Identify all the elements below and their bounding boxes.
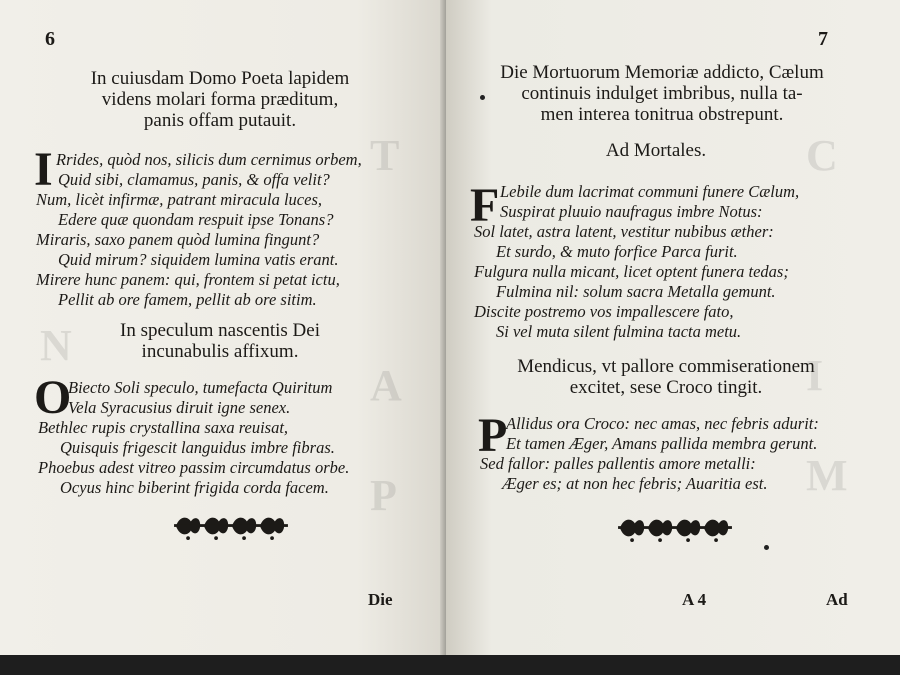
ink-speck [764, 545, 769, 550]
heading-line: In cuiusdam Domo Poeta lapidem [90, 68, 350, 89]
heading-line: panis offam putauit. [143, 110, 297, 131]
verse-line: Miraris, saxo panem quòd lumina fingunt? [36, 230, 320, 249]
bleed-through-letter: A [370, 361, 402, 410]
table-surface [0, 655, 900, 675]
verse-line: Æger es; at non hec febris; Auaritia est. [502, 474, 768, 493]
page-number: 6 [45, 28, 55, 50]
verse-line: Fulmina nil: solum sacra Metalla gemunt. [496, 282, 776, 301]
fleuron-band-icon [612, 514, 738, 542]
verse-line: Discite postremo vos impallescere fato, [474, 302, 734, 321]
drop-capital: I [34, 143, 53, 196]
verse-line: Et surdo, & muto forfice Parca furit. [496, 242, 738, 261]
poem-heading-2 [486, 356, 846, 398]
verse-line: Ocyus hinc biberint frigida corda facem. [60, 478, 329, 497]
verse-line: Si vel muta silent fulmina tacta metu. [496, 322, 742, 341]
verse-line: Biecto Soli speculo, tumefacta Quiritum [68, 378, 333, 397]
verse-line: Quid sibi, clamamus, panis, & offa velit? [58, 170, 330, 189]
verse-line: Edere quæ quondam respuit ipse Tonans? [58, 210, 334, 229]
poem-heading-1 [462, 62, 862, 125]
verse-line: Lebile dum lacrimat communi funere Cælum, [500, 182, 800, 201]
verse-line: Sol latet, astra latent, vestitur nubibus æther: [474, 222, 774, 241]
verse-line: Suspirat pluuio naufragus imbre Notus: [500, 202, 763, 221]
verse-line: Vela Syracusius diruit igne senex. [68, 398, 291, 417]
page-number: 7 [818, 28, 828, 50]
signature-mark: A 4 [682, 590, 707, 609]
verse-line: Phoebus adest vitreo passim circumdatus orbe. [38, 458, 350, 477]
verse-line: Bethlec rupis crystallina saxa reuisat, [38, 418, 289, 437]
left-page [0, 0, 446, 660]
verse-line: Rrides, quòd nos, silicis dum cernimus orbem, [56, 150, 362, 169]
heading-line: Die Mortuorum Memoriæ addicto, Cælum [500, 62, 824, 83]
bleed-through-letter: T [370, 131, 400, 180]
heading-line: Mendicus, vt pallore commiserationem [517, 356, 815, 377]
verse-line: Pellit ab ore famem, pellit ab ore sitim. [58, 290, 317, 309]
verse-line: Allidus ora Croco: nec amas, nec febris adurit: [506, 414, 819, 433]
ink-speck [480, 95, 485, 100]
section-title: Ad Mortales. [605, 140, 707, 161]
verse-line: Sed fallor: palles pallentis amore metalli: [480, 454, 756, 473]
fleuron-band-icon [168, 512, 294, 540]
heading-line: men interea tonitrua obstrepunt. [540, 104, 784, 125]
verse-line: Mirere hunc panem: qui, frontem si petat ictu, [36, 270, 340, 289]
verse-line: Quisquis frigescit languidus imbre fibras. [60, 438, 335, 457]
bleed-through-letter: P [370, 471, 397, 520]
heading-line: excitet, sese Croco tingit. [569, 377, 763, 398]
bleed-through-letter: M [806, 451, 848, 500]
heading-line: In speculum nascentis Dei [120, 320, 320, 341]
verse-line: Quid mirum? siquidem lumina vatis erant. [58, 250, 339, 269]
drop-capital: F [470, 179, 500, 232]
poem-body-2 [478, 409, 819, 494]
bleed-through-letter: I [806, 351, 824, 400]
verse-line: Num, licèt infirmæ, patrant miracula luces, [36, 190, 322, 209]
poem-body-2 [38, 378, 349, 498]
poem-heading-1 [40, 68, 400, 131]
drop-capital: O [34, 371, 72, 424]
poem-heading-2 [40, 320, 400, 362]
bleed-through-letter: N [40, 321, 72, 370]
verse-line: Fulgura nulla micant, licet optent funera tedas; [474, 262, 789, 281]
heading-line: continuis indulget imbribus, nulla ta- [521, 83, 803, 104]
catchword: Ad [826, 590, 848, 609]
catchword: Die [368, 590, 393, 609]
right-page [446, 0, 900, 660]
bleed-through-letter: C [806, 131, 838, 180]
drop-capital: P [478, 409, 508, 462]
poem-body-1 [34, 143, 362, 310]
verse-line: Et tamen Æger, Amans pallida membra gerunt. [506, 434, 818, 453]
heading-line: incunabulis affixum. [141, 341, 299, 362]
heading-line: videns molari forma præditum, [101, 89, 339, 110]
poem-body-1 [474, 182, 799, 342]
